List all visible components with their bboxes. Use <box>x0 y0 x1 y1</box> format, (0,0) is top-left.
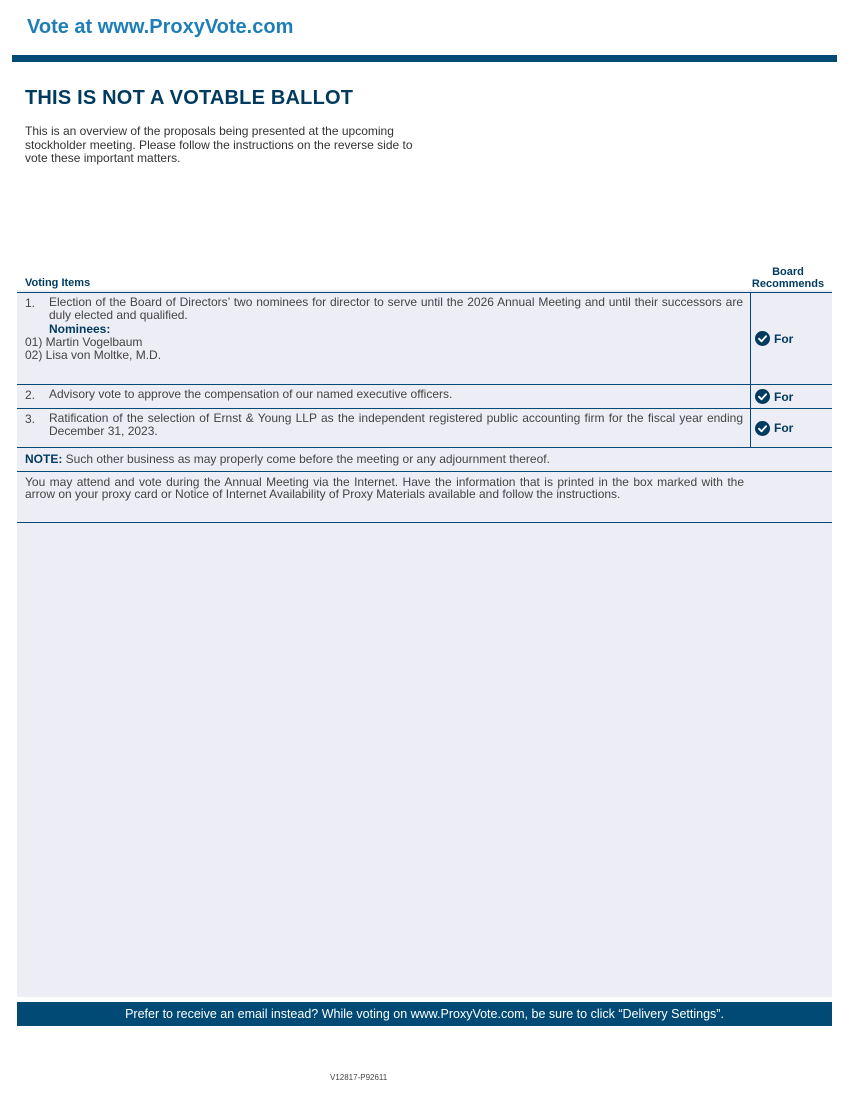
nominees-title: Nominees: <box>49 322 111 336</box>
voting-item-2 <box>17 385 832 409</box>
email-delivery-banner <box>17 1002 832 1026</box>
page-title: THIS IS NOT A VOTABLE BALLOT <box>25 87 354 109</box>
email-delivery-text: Prefer to receive an email instead? While voting on www.ProxyVote.com, be sure to click “Delivery Settings”. <box>125 1007 724 1021</box>
voting-item-3 <box>17 409 832 448</box>
note-text: Such other business as may properly come before the meeting or any adjournment thereof. <box>62 452 550 466</box>
item-text: Advisory vote to approve the compensation of our named executive officers. <box>49 387 453 401</box>
recommendation-label: For <box>774 331 794 346</box>
check-circle-icon <box>755 389 770 404</box>
document-code: V12817-P92611 <box>330 1073 388 1082</box>
intro-text: This is an overview of the proposals being presented at the upcoming stockholder meeting. Please follow the instructions on the reverse side to vote these important matters. <box>25 124 413 165</box>
voting-items-header: Voting Items <box>25 277 91 289</box>
attend-instructions: You may attend and vote during the Annual Meeting via the Internet. Have the information that is printed in the box marked with the arrow on your proxy card or Notice of Internet Availability of Proxy Materials available and follow the instructions. <box>17 472 832 523</box>
check-circle-icon <box>755 421 770 436</box>
check-circle-icon <box>755 331 770 346</box>
item-number: 1. <box>25 296 36 310</box>
item-number: 3. <box>25 412 36 426</box>
note-label: NOTE: <box>25 452 63 466</box>
item-text: Election of the Board of Directors’ two nominees for director to serve until the 2026 Annual Meeting and until their successors are duly elected and qualified. Nominees: 01) Martin Vogelbaum 02) Lisa von Moltke, M.D. <box>25 295 743 362</box>
item-text: Ratification of the selection of Ernst & Young LLP as the independent registered public accounting firm for the fiscal year ending December 31, 2023. <box>49 411 743 438</box>
proxyvote-link[interactable]: Vote at www.ProxyVote.com <box>27 16 294 38</box>
recommendation-cell <box>750 385 832 408</box>
recommendation-label: For <box>774 389 794 404</box>
item-number: 2. <box>25 388 36 402</box>
nominee-1: 01) Martin Vogelbaum <box>25 335 143 349</box>
header-divider <box>12 55 837 62</box>
recommendation-cell <box>750 409 832 447</box>
note-row <box>17 448 832 472</box>
board-recommends-header: Board Recommends <box>751 266 825 290</box>
recommendation-cell <box>750 293 832 384</box>
recommendation-label: For <box>774 421 794 435</box>
nominee-2: 02) Lisa von Moltke, M.D. <box>25 348 162 362</box>
voting-item-1 <box>17 292 832 385</box>
table-header <box>17 262 832 292</box>
